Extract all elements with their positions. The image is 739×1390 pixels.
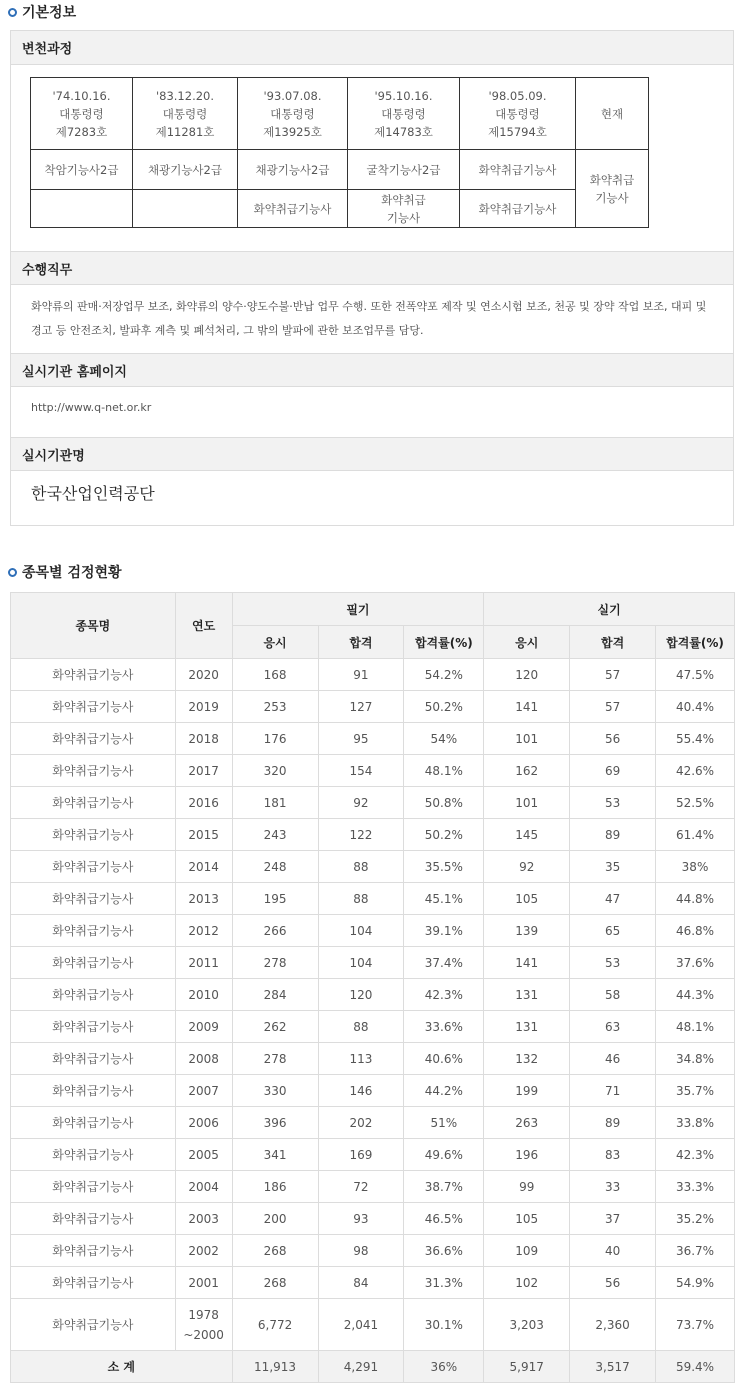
total-cell: 11,913 (232, 1351, 318, 1383)
table-cell: 화약취급기능사 (11, 691, 176, 723)
table-row (11, 1171, 735, 1203)
cell-line: 현재 (600, 106, 624, 121)
table-cell: 38.7% (404, 1171, 484, 1203)
cell-line: 제15794호 (488, 124, 547, 139)
table-cell: 35.2% (656, 1203, 735, 1235)
table-cell: 284 (232, 979, 318, 1011)
table-cell: 195 (232, 883, 318, 915)
table-cell: 화약취급기능사 (11, 1267, 176, 1299)
table-row (11, 723, 735, 755)
table-cell: 40.4% (656, 691, 735, 723)
stats-table (10, 592, 735, 1383)
table-cell: 141 (484, 947, 570, 979)
table-cell: 50.2% (404, 691, 484, 723)
table-cell: 154 (318, 755, 404, 787)
table-cell: 55.4% (656, 723, 735, 755)
table-row (11, 659, 735, 691)
table-cell: 57 (570, 691, 656, 723)
table-cell: 2006 (175, 1107, 232, 1139)
table-cell: 146 (318, 1075, 404, 1107)
table-row (11, 1139, 735, 1171)
cell-line: 대통령령 (162, 106, 208, 121)
table-cell: 2013 (175, 883, 232, 915)
table-cell: 31.3% (404, 1267, 484, 1299)
table-cell: 37.6% (656, 947, 735, 979)
table-cell: 141 (484, 691, 570, 723)
table-cell: 200 (232, 1203, 318, 1235)
section-title-text: 종목별 검정현황 (22, 565, 122, 581)
table-cell: 91 (318, 659, 404, 691)
table-cell: 262 (232, 1011, 318, 1043)
table-row (11, 1299, 735, 1351)
total-cell: 36% (404, 1351, 484, 1383)
history-heading: 변천과정 (11, 31, 733, 65)
history-cell: 굴착기능사2급 (348, 150, 460, 190)
table-cell: 98 (318, 1235, 404, 1267)
table-cell: 113 (318, 1043, 404, 1075)
cell-line: '93.07.08. (263, 88, 322, 103)
table-row (11, 755, 735, 787)
table-cell: 341 (232, 1139, 318, 1171)
table-cell: 35 (570, 851, 656, 883)
table-row (11, 979, 735, 1011)
table-cell: 92 (484, 851, 570, 883)
basic-info-box (10, 30, 734, 526)
table-cell: 화약취급기능사 (11, 819, 176, 851)
table-cell: 2010 (175, 979, 232, 1011)
table-cell: 131 (484, 979, 570, 1011)
table-cell: 1978 ~2000 (175, 1299, 232, 1351)
table-cell: 42.6% (656, 755, 735, 787)
table-cell: 162 (484, 755, 570, 787)
org-name: 한국산업인력공단 (31, 484, 155, 503)
table-cell: 139 (484, 915, 570, 947)
table-cell: 화약취급기능사 (11, 755, 176, 787)
table-cell: 2002 (175, 1235, 232, 1267)
table-cell: 2020 (175, 659, 232, 691)
table-cell: 33 (570, 1171, 656, 1203)
history-table (30, 77, 649, 228)
table-cell: 35.7% (656, 1075, 735, 1107)
history-header-cell-current (576, 78, 649, 150)
table-cell: 화약취급기능사 (11, 947, 176, 979)
col-header-passed: 합격 (318, 626, 404, 659)
table-cell: 58 (570, 979, 656, 1011)
table-cell: 278 (232, 1043, 318, 1075)
table-cell: 69 (570, 755, 656, 787)
table-cell: 44.3% (656, 979, 735, 1011)
table-cell: 38% (656, 851, 735, 883)
circle-bullet-icon (8, 8, 17, 17)
table-cell: 화약취급기능사 (11, 883, 176, 915)
table-cell: 88 (318, 883, 404, 915)
table-row (11, 1235, 735, 1267)
table-cell: 186 (232, 1171, 318, 1203)
history-header-cell (31, 78, 133, 150)
cell-line: '98.05.09. (488, 88, 547, 103)
cell-line: 대통령령 (381, 106, 426, 121)
history-header-cell (238, 78, 348, 150)
table-cell: 47.5% (656, 659, 735, 691)
table-cell: 92 (318, 787, 404, 819)
table-cell: 50.2% (404, 819, 484, 851)
table-cell: 65 (570, 915, 656, 947)
table-cell: 화약취급기능사 (11, 659, 176, 691)
history-cell (31, 190, 133, 228)
total-cell: 3,517 (570, 1351, 656, 1383)
table-cell: 48.1% (404, 755, 484, 787)
table-row (11, 691, 735, 723)
section-title-text: 기본정보 (22, 5, 77, 21)
table-cell: 화약취급기능사 (11, 1171, 176, 1203)
table-cell: 101 (484, 723, 570, 755)
table-cell: 57 (570, 659, 656, 691)
table-row (11, 1203, 735, 1235)
table-cell: 54.9% (656, 1267, 735, 1299)
table-cell: 95 (318, 723, 404, 755)
table-cell: 화약취급기능사 (11, 1043, 176, 1075)
duty-heading: 수행직무 (11, 251, 733, 285)
table-cell: 3,203 (484, 1299, 570, 1351)
table-cell: 132 (484, 1043, 570, 1075)
org-heading: 실시기관명 (11, 437, 733, 471)
table-cell: 37 (570, 1203, 656, 1235)
table-cell: 56 (570, 1267, 656, 1299)
table-cell: 37.4% (404, 947, 484, 979)
history-body (11, 65, 733, 251)
table-cell: 105 (484, 883, 570, 915)
table-cell: 56 (570, 723, 656, 755)
cell-line: 대통령령 (495, 106, 540, 121)
col-header-year: 연도 (175, 593, 232, 659)
history-row (31, 190, 649, 228)
cell-line: 기능사 (595, 190, 629, 205)
table-cell: 30.1% (404, 1299, 484, 1351)
table-cell: 88 (318, 851, 404, 883)
table-cell: 83 (570, 1139, 656, 1171)
history-current-cell (576, 150, 649, 228)
table-cell: 2,360 (570, 1299, 656, 1351)
cell-line: 화약취급 (589, 172, 635, 187)
cell-line: 제7283호 (55, 124, 108, 139)
table-cell: 2,041 (318, 1299, 404, 1351)
table-cell: 320 (232, 755, 318, 787)
table-cell: 104 (318, 915, 404, 947)
cell-line: 대통령령 (59, 106, 104, 121)
homepage-link[interactable] (11, 387, 733, 437)
table-cell: 화약취급기능사 (11, 851, 176, 883)
table-cell: 145 (484, 819, 570, 851)
duty-text: 화약류의 판매·저장업무 보조, 화약류의 양수·양도수불·반납 업무 수행. 또한 전폭약포 제작 및 연소시험 보조, 천공 및 장약 작업 보조, 대피 및 경고 등 안전조치, 발파후 계측 및 폐석처리, 그 밖의 발파에 관한 보조업무를 담당. (31, 300, 707, 337)
table-cell: 44.2% (404, 1075, 484, 1107)
table-cell: 2001 (175, 1267, 232, 1299)
table-cell: 40.6% (404, 1043, 484, 1075)
table-cell: 104 (318, 947, 404, 979)
col-group-written: 필기 (232, 593, 484, 626)
table-row (11, 915, 735, 947)
table-cell: 2008 (175, 1043, 232, 1075)
table-cell: 54% (404, 723, 484, 755)
table-cell: 61.4% (656, 819, 735, 851)
table-cell: 89 (570, 819, 656, 851)
table-row (11, 883, 735, 915)
total-row (11, 1351, 735, 1383)
table-cell: 202 (318, 1107, 404, 1139)
table-cell: 73.7% (656, 1299, 735, 1351)
cell-line: 대통령령 (270, 106, 315, 121)
table-cell: 330 (232, 1075, 318, 1107)
stats-header-row (11, 593, 735, 626)
table-cell: 화약취급기능사 (11, 1011, 176, 1043)
table-cell: 34.8% (656, 1043, 735, 1075)
total-cell: 59.4% (656, 1351, 735, 1383)
table-cell: 131 (484, 1011, 570, 1043)
table-cell: 6,772 (232, 1299, 318, 1351)
table-cell: 120 (318, 979, 404, 1011)
table-cell: 243 (232, 819, 318, 851)
table-row (11, 1011, 735, 1043)
col-header-passed: 합격 (570, 626, 656, 659)
history-header-cell (348, 78, 460, 150)
section-title-stats (8, 562, 122, 582)
table-cell: 46.8% (656, 915, 735, 947)
table-cell: 45.1% (404, 883, 484, 915)
table-cell: 2011 (175, 947, 232, 979)
table-row (11, 1107, 735, 1139)
history-cell: 채광기능사2급 (238, 150, 348, 190)
table-cell: 72 (318, 1171, 404, 1203)
total-label: 소 계 (11, 1351, 233, 1383)
table-cell: 화약취급기능사 (11, 723, 176, 755)
table-cell: 44.8% (656, 883, 735, 915)
table-cell: 화약취급기능사 (11, 915, 176, 947)
table-cell: 50.8% (404, 787, 484, 819)
cell-line: 제14783호 (374, 124, 433, 139)
total-cell: 4,291 (318, 1351, 404, 1383)
col-header-applicants: 응시 (484, 626, 570, 659)
table-row (11, 851, 735, 883)
table-row (11, 787, 735, 819)
col-header-pass-rate: 합격률(%) (404, 626, 484, 659)
table-cell: 2003 (175, 1203, 232, 1235)
history-header-cell (133, 78, 238, 150)
table-cell: 101 (484, 787, 570, 819)
table-cell: 109 (484, 1235, 570, 1267)
history-row (31, 150, 649, 190)
history-cell: 화약취급기능사 (460, 190, 576, 228)
table-cell: 53 (570, 787, 656, 819)
table-cell: 40 (570, 1235, 656, 1267)
total-cell: 5,917 (484, 1351, 570, 1383)
table-cell: 2018 (175, 723, 232, 755)
table-cell: 89 (570, 1107, 656, 1139)
table-row (11, 1075, 735, 1107)
table-cell: 120 (484, 659, 570, 691)
table-cell: 2016 (175, 787, 232, 819)
table-cell: 화약취급기능사 (11, 1299, 176, 1351)
table-cell: 2019 (175, 691, 232, 723)
table-cell: 53 (570, 947, 656, 979)
table-cell: 278 (232, 947, 318, 979)
table-cell: 33.6% (404, 1011, 484, 1043)
table-cell: 화약취급기능사 (11, 1203, 176, 1235)
history-header-cell (460, 78, 576, 150)
table-cell: 2007 (175, 1075, 232, 1107)
table-cell: 105 (484, 1203, 570, 1235)
table-cell: 196 (484, 1139, 570, 1171)
table-cell: 84 (318, 1267, 404, 1299)
cell-line: '74.10.16. (52, 88, 111, 103)
section-title-basic-info (8, 2, 76, 22)
table-cell: 51% (404, 1107, 484, 1139)
table-cell: 181 (232, 787, 318, 819)
table-cell: 33.3% (656, 1171, 735, 1203)
table-cell: 42.3% (656, 1139, 735, 1171)
table-cell: 176 (232, 723, 318, 755)
table-cell: 99 (484, 1171, 570, 1203)
history-cell: 화약취급기능사 (460, 150, 576, 190)
table-row (11, 1267, 735, 1299)
table-cell: 122 (318, 819, 404, 851)
table-cell: 화약취급기능사 (11, 1139, 176, 1171)
cell-line: '83.12.20. (155, 88, 215, 103)
table-row (11, 819, 735, 851)
history-cell: 채광기능사2급 (133, 150, 238, 190)
table-cell: 102 (484, 1267, 570, 1299)
table-cell: 63 (570, 1011, 656, 1043)
table-cell: 48.1% (656, 1011, 735, 1043)
table-cell: 88 (318, 1011, 404, 1043)
table-cell: 268 (232, 1267, 318, 1299)
table-cell: 35.5% (404, 851, 484, 883)
col-group-practical: 실기 (484, 593, 735, 626)
table-cell: 33.8% (656, 1107, 735, 1139)
table-cell: 36.7% (656, 1235, 735, 1267)
table-cell: 52.5% (656, 787, 735, 819)
col-header-pass-rate: 합격률(%) (656, 626, 735, 659)
table-cell: 49.6% (404, 1139, 484, 1171)
table-cell: 168 (232, 659, 318, 691)
table-cell: 2004 (175, 1171, 232, 1203)
table-cell: 화약취급기능사 (11, 1235, 176, 1267)
table-cell: 46 (570, 1043, 656, 1075)
history-header-row (31, 78, 649, 150)
table-cell: 2014 (175, 851, 232, 883)
table-cell: 169 (318, 1139, 404, 1171)
table-cell: 2009 (175, 1011, 232, 1043)
table-cell: 39.1% (404, 915, 484, 947)
cell-line: '95.10.16. (374, 88, 433, 103)
col-header-name: 종목명 (11, 593, 176, 659)
history-cell (133, 190, 238, 228)
table-cell: 46.5% (404, 1203, 484, 1235)
table-cell: 2015 (175, 819, 232, 851)
table-cell: 47 (570, 883, 656, 915)
table-cell: 화약취급기능사 (11, 1107, 176, 1139)
table-cell: 263 (484, 1107, 570, 1139)
history-cell: 착암기능사2급 (31, 150, 133, 190)
homepage-heading: 실시기관 홈페이지 (11, 353, 733, 387)
table-cell: 253 (232, 691, 318, 723)
history-cell: 화약취급기능사 (238, 190, 348, 228)
table-cell: 396 (232, 1107, 318, 1139)
table-cell: 266 (232, 915, 318, 947)
table-cell: 42.3% (404, 979, 484, 1011)
cell-line: 제11281호 (155, 124, 215, 139)
table-cell: 268 (232, 1235, 318, 1267)
table-cell: 93 (318, 1203, 404, 1235)
table-row (11, 947, 735, 979)
table-cell: 36.6% (404, 1235, 484, 1267)
circle-bullet-icon (8, 568, 17, 577)
table-cell: 화약취급기능사 (11, 1075, 176, 1107)
table-cell: 화약취급기능사 (11, 979, 176, 1011)
table-cell: 127 (318, 691, 404, 723)
table-row (11, 1043, 735, 1075)
col-header-applicants: 응시 (232, 626, 318, 659)
history-cell: 화약취급 기능사 (348, 190, 460, 228)
table-cell: 2017 (175, 755, 232, 787)
table-cell: 54.2% (404, 659, 484, 691)
cell-line: 제13925호 (263, 124, 322, 139)
table-cell: 71 (570, 1075, 656, 1107)
table-cell: 2005 (175, 1139, 232, 1171)
table-cell: 248 (232, 851, 318, 883)
table-cell: 화약취급기능사 (11, 787, 176, 819)
table-cell: 199 (484, 1075, 570, 1107)
homepage-url[interactable]: http://www.q-net.or.kr (31, 401, 152, 414)
table-cell: 2012 (175, 915, 232, 947)
